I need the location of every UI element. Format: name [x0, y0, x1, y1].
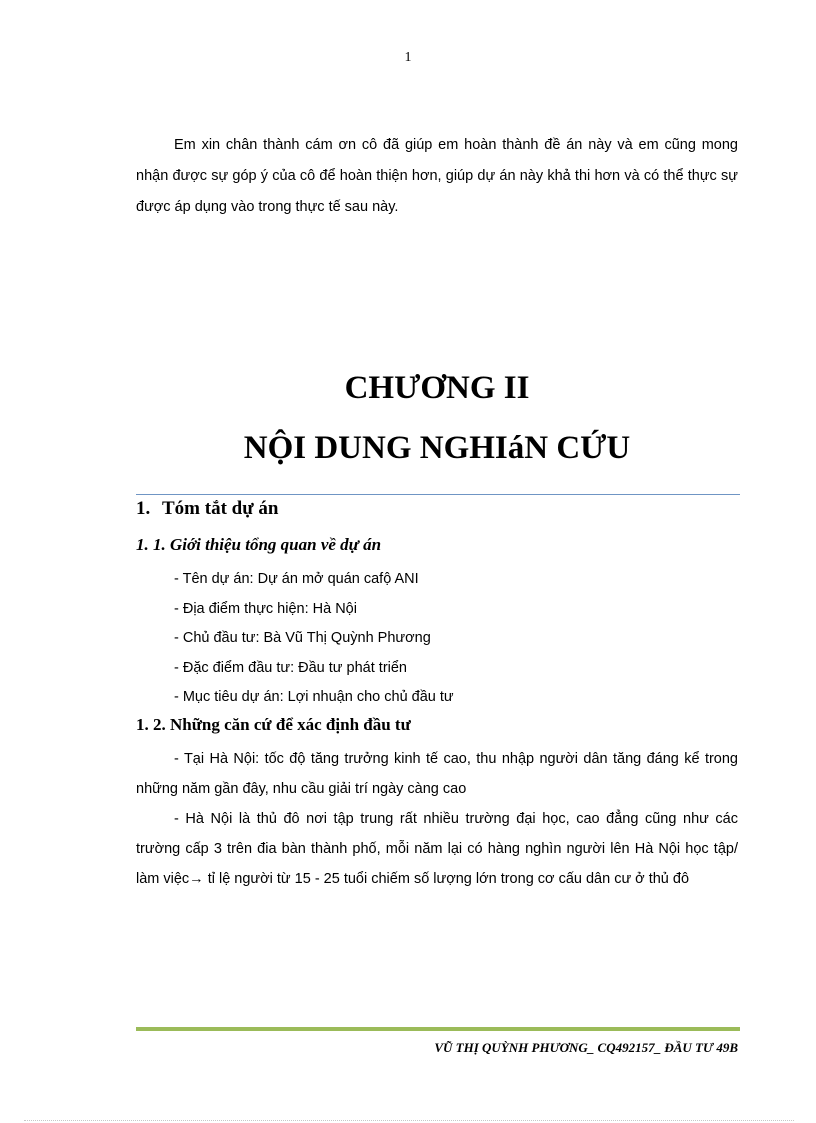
footer-author: VŨ THỊ QUỲNH PHƯƠNG_ CQ492157_ ĐẦU TƯ 49B — [434, 1040, 738, 1055]
footer-divider — [136, 1027, 740, 1031]
list-item: - Chủ đầu tư: Bà Vũ Thị Quỳnh Phương — [174, 630, 431, 646]
page-boundary — [24, 1120, 794, 1121]
project-details-list — [174, 565, 454, 713]
section-heading — [136, 498, 278, 520]
list-item: - Địa điểm thực hiện: Hà Nội — [174, 600, 357, 617]
basis-paragraph: - Hà Nội là thủ đô nơi tập trung rất nhiều trường đại học, cao đẳng cũng như các trường cấp 3 trên đia bàn thành phố, mỗi năm lại có hàng nghìn người lên Hà Nội học tập/ làm việc→ tỉ lệ người từ 15 - 25 tuổi chiếm số lượng lớn trong cơ cấu dân cư ở thủ đô — [136, 811, 738, 887]
basis-paragraph: - Tại Hà Nội: tốc độ tăng trưởng kinh tế cao, thu nhập người dân tăng đáng kể trong những năm gần đây, nhu cầu giải trí ngày càng cao — [136, 751, 738, 797]
list-item: - Mục tiêu dự án: Lợi nhuận cho chủ đầu tư — [174, 689, 454, 705]
subsection-heading-basis: 1. 2. Những căn cứ để xác định đầu tư — [136, 715, 411, 734]
chapter-title: CHƯƠNG II — [344, 370, 530, 406]
chapter-subtitle: NỘI DUNG NGHIáN CỨU — [243, 430, 631, 466]
page-number: 1 — [404, 50, 412, 65]
list-item: - Tên dự án: Dự án mở quán cafộ ANI — [174, 571, 419, 587]
chapter-divider — [136, 494, 740, 495]
section-title: Tóm tắt dự án — [162, 498, 279, 519]
section-number: 1. — [136, 498, 151, 519]
intro-paragraph: Em xin chân thành cám ơn cô đã giúp em hoàn thành đề án này và em cũng mong nhận được sự góp ý của cô để hoàn thiện hơn, giúp dự án này khả thi hơn và có thể thực sự được áp dụng vào trong thực tế sau này. — [136, 137, 738, 215]
list-item: - Đặc điểm đầu tư: Đầu tư phát triển — [174, 659, 407, 676]
subsection-heading-overview: 1. 1. Giới thiệu tổng quan về dự án — [136, 535, 382, 554]
